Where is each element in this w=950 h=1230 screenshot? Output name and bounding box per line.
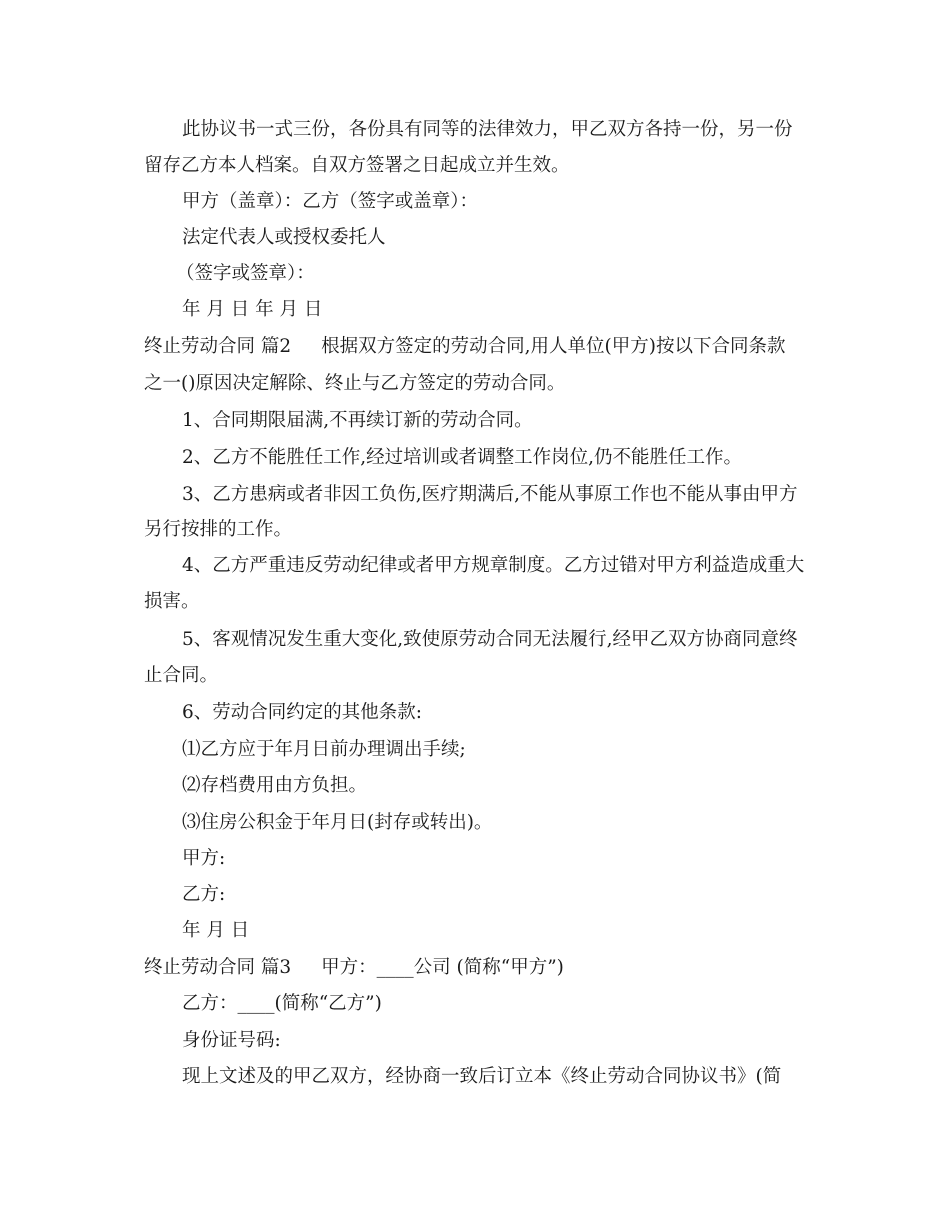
party-line: 身份证号码: (182, 1030, 281, 1051)
signature-line: 乙方: (182, 884, 226, 905)
paragraph-line: 留存乙方本人档案。自双方签署之日起成立并生效。 (144, 155, 570, 176)
party-line: 乙方：____(简称“乙方”) (182, 993, 382, 1014)
section-heading: 终止劳动合同 篇2 (144, 336, 292, 357)
paragraph-text: 甲方：____公司 (简称“甲方”) (321, 957, 564, 978)
sub-list-item: ⑶住房公积金于年月日(封存或转出)。 (182, 812, 493, 833)
date-line: 年 月 日 年 月 日 (182, 299, 323, 320)
sub-list-item: ⑵存档费用由方负担。 (182, 775, 368, 796)
paragraph-line: 此协议书一式三份，各份具有同等的法律效力，甲乙双方各持一份，另一份 (182, 119, 793, 140)
paragraph-line: 之一()原因决定解除、终止与乙方签定的劳动合同。 (144, 373, 566, 394)
list-item: 1、合同期限届满,不再续订新的劳动合同。 (182, 410, 533, 431)
signature-line: 甲方: (182, 848, 226, 869)
list-item: 2、乙方不能胜任工作,经过培训或者调整工作岗位,仍不能胜任工作。 (182, 447, 743, 468)
list-item-continuation: 另行按排的工作。 (144, 519, 293, 540)
signature-line: （签字或签章）： (176, 263, 315, 284)
signature-line: 法定代表人或授权委托人 (182, 227, 386, 248)
date-line: 年 月 日 (182, 920, 250, 941)
sub-list-item: ⑴乙方应于年月日前办理调出手续; (182, 739, 466, 760)
list-item: 3、乙方患病或者非因工负伤,医疗期满后,不能从事原工作也不能从事由甲方 (182, 484, 798, 505)
section-heading: 终止劳动合同 篇3 (144, 957, 292, 978)
list-item: 5、客观情况发生重大变化,致使原劳动合同无法履行,经甲乙双方协商同意终 (182, 629, 798, 650)
list-item-continuation: 止合同。 (144, 665, 219, 686)
list-item: 4、乙方严重违反劳动纪律或者甲方规章制度。乙方过错对甲方利益造成重大 (182, 555, 805, 576)
paragraph-line: 现上文述及的甲乙双方，经协商一致后订立本《终止劳动合同协议书》(简 (182, 1066, 782, 1087)
section-heading-line (144, 335, 785, 359)
list-item-continuation: 损害。 (144, 591, 200, 612)
list-item: 6、劳动合同约定的其他条款: (182, 702, 423, 723)
paragraph-text: 根据双方签定的劳动合同,用人单位(甲方)按以下合同条款 (321, 336, 786, 357)
section-heading-line (144, 956, 564, 980)
signature-line: 甲方（盖章）：乙方（签字或盖章）： (182, 191, 479, 212)
